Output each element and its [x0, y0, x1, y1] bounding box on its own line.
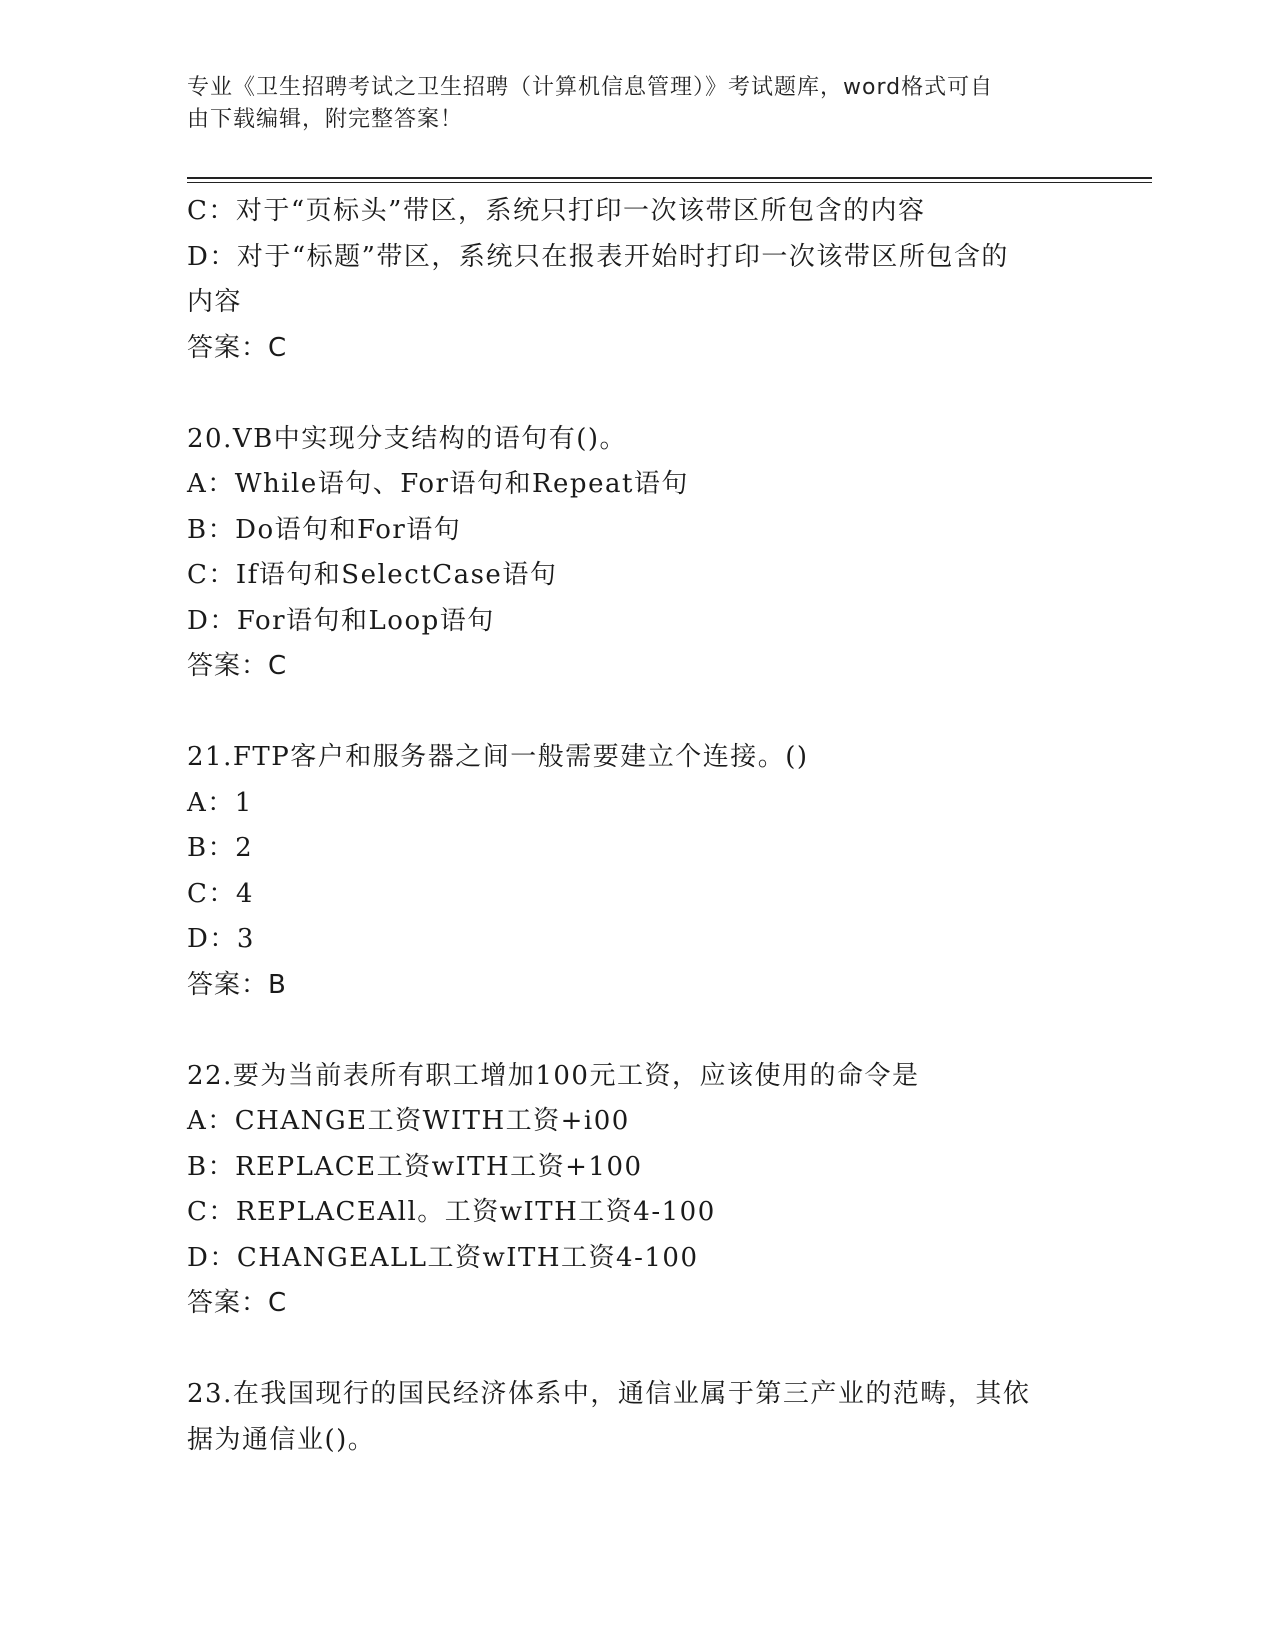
option-b: B：REPLACE工资wITH工资+100 [187, 1151, 643, 1182]
question-20 [187, 417, 1087, 690]
answer: 答案：B [187, 969, 287, 1000]
answer: 答案：C [187, 651, 288, 681]
question-21 [187, 735, 1087, 1008]
question-22 [187, 1054, 1087, 1327]
question-stem: 21.FTP客户和服务器之间一般需要建立个连接。() [187, 742, 809, 772]
header-divider-thick [187, 177, 1152, 179]
header-line-1: 专业《卫生招聘考试之卫生招聘（计算机信息管理）》考试题库，word格式可自 [187, 75, 994, 100]
option-d-continued: 内容 [187, 287, 243, 317]
spacer [187, 690, 1087, 736]
option-d: D：CHANGEALL工资wITH工资4-100 [187, 1242, 699, 1273]
header-divider-thin [187, 182, 1152, 183]
option-d: D：对于“标题”带区，系统只在报表开始时打印一次该带区所包含的 [187, 241, 1009, 272]
question-stem: 20.VB中实现分支结构的语句有()。 [187, 423, 628, 454]
option-c: C：对于“页标头”带区，系统只打印一次该带区所包含的内容 [187, 196, 926, 226]
header-line-2: 由下载编辑，附完整答案！ [187, 107, 464, 132]
question-list [187, 189, 1087, 1463]
answer: 答案：C [187, 332, 288, 363]
document-header [187, 72, 1067, 136]
question-stem-continued: 据为通信业()。 [187, 1424, 376, 1455]
option-b: B：Do语句和For语句 [187, 514, 462, 545]
option-d: D：3 [187, 924, 255, 954]
option-c: C：REPLACEAll。工资wITH工资4-100 [187, 1197, 716, 1227]
question-23 [187, 1372, 1087, 1463]
question-19-continued [187, 189, 1087, 371]
spacer [187, 1327, 1087, 1373]
option-d: D：For语句和Loop语句 [187, 605, 495, 636]
option-a: A：1 [187, 787, 253, 818]
option-a: A：CHANGE工资WITH工资+i00 [187, 1106, 630, 1136]
option-c: C：4 [187, 878, 254, 909]
spacer [187, 371, 1087, 417]
option-a: A：While语句、For语句和Repeat语句 [187, 469, 689, 499]
option-c: C：If语句和SelectCase语句 [187, 560, 558, 590]
answer: 答案：C [187, 1288, 288, 1318]
option-b: B：2 [187, 833, 254, 863]
spacer [187, 1008, 1087, 1054]
question-stem: 23.在我国现行的国民经济体系中，通信业属于第三产业的范畴，其依 [187, 1379, 1031, 1409]
question-stem: 22.要为当前表所有职工增加100元工资，应该使用的命令是 [187, 1060, 920, 1091]
